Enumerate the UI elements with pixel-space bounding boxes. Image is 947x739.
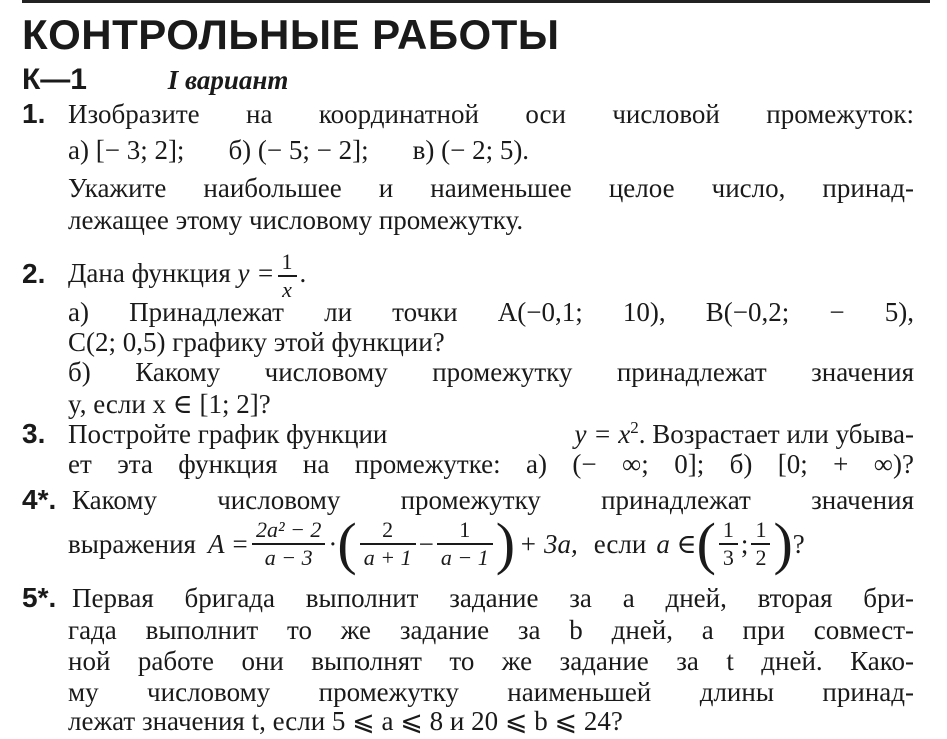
task-5-line-2: гада выполнит то же задание за b дней, а при совмест- [68,615,914,645]
task-1-option-b: б) (− 5; − 2]; [228,135,369,165]
task-4-fraction-3 [437,517,493,571]
task-1-question-line-1: Укажите наибольшее и наименьшее целое число, принад- [68,173,914,203]
task-4-range-end [751,517,770,571]
fraction-denominator: a + 1 [363,545,412,570]
task-1-question-line-2: лежащее этому числовому промежутку. [68,205,524,235]
task-4-word: выражения [68,529,196,559]
task-4-fraction-1 [252,517,325,571]
work-header [22,64,288,96]
fraction-denominator: a − 1 [440,545,489,570]
task-4-number: 4*. [22,484,57,515]
task-2-number: 2. [22,258,46,289]
task-4-range-start [719,517,738,571]
page-title: КОНТРОЛЬНЫЕ РАБОТЫ [22,11,560,58]
task-3-text-end: . Возрастает или убыва- [638,419,914,449]
task-1-option-a: а) [− 3; 2]; [68,135,185,165]
task-4-minus: − [418,529,434,559]
fraction-numerator: 2 [360,517,416,545]
fraction-numerator: 1 [719,517,738,545]
task-1-number: 1. [22,98,46,129]
task-3-line-1 [68,418,914,450]
task-2-a-line-2: C(2; 0,5) графику этой функции? [68,327,445,357]
task-2-function-fraction [278,249,297,303]
task-5-line-5: лежат значения t, если 5 ⩽ a ⩽ 8 и 20 ⩽ b ⩽ 24? [68,706,623,736]
task-4-cond-word: если [593,529,647,559]
fraction-denominator: 3 [722,545,734,570]
task-2-intro [68,244,306,303]
task-3-exponent: 2 [630,418,639,437]
task-3-text: Постройте график функции [68,419,388,449]
task-1-options [68,134,529,166]
task-2-b-line-2: y, если x ∈ [1; 2]? [68,389,271,419]
variant-label: I вариант [167,65,289,95]
task-1-option-c: в) (− 2; 5). [412,135,530,165]
task-3-function: y = x [574,419,631,449]
fraction-numerator: 2a² − 2 [252,517,325,545]
task-5-line-1: Первая бригада выполнит задание за a дней, вторая бри- [72,583,914,613]
task-5-number: 5*. [22,582,57,613]
task-2-b-line-1: б) Какому числовому промежутку принадлежат значения [68,357,914,387]
fraction-numerator: 1 [278,249,297,277]
task-1-text: Изобразите на координатной оси числовой промежуток: [68,99,914,129]
task-3-number: 3. [22,418,46,449]
task-4-expression: выражения A = $\frac{\text{2a² − 2}}{a - 3}$ · ( $\frac{2}{a + 1}$ − $\frac{1}{a - 1}$ ) + 3a, если a ∈ ( $\frac{1}{3}$ ; $\frac{1}{2}$ ) ? [68,511,805,576]
task-2-function-end: . [299,258,307,288]
task-4-cond-var: a ∈ [656,529,697,559]
fraction-denominator: 2 [755,545,767,570]
task-4-var: A = [207,529,249,559]
fraction-denominator: x [282,276,292,302]
work-code: К—1 [22,63,87,96]
task-2-intro-text: Дана функция [68,258,231,288]
task-4-dot: · [328,529,338,559]
task-4-plus-term: + 3a, [519,529,578,559]
task-2-a-line-1: а) Принадлежат ли точки A(−0,1; 10), B(−0,2; − 5), [68,297,914,327]
task-3-line-2: ет эта функция на промежутке: а) (− ∞; 0]; б) [0; + ∞)? [68,449,914,479]
task-4-qmark: ? [792,529,805,559]
task-4-fraction-2 [360,517,416,571]
fraction-denominator: a − 3 [264,545,313,570]
task-4-line-1: Какому числовому промежутку принадлежат значения [72,485,914,515]
task-5-line-4: му числовому промежутку наименьшей длины принад- [68,677,914,707]
fraction-numerator: 1 [437,517,493,545]
task-2-function-lhs: y = [237,258,275,288]
task-5-line-3: ной работе они выполнят то же задание за t дней. Како- [68,646,914,676]
task-4-semicolon: ; [740,529,749,559]
top-rule [22,0,930,3]
fraction-numerator: 1 [751,517,770,545]
